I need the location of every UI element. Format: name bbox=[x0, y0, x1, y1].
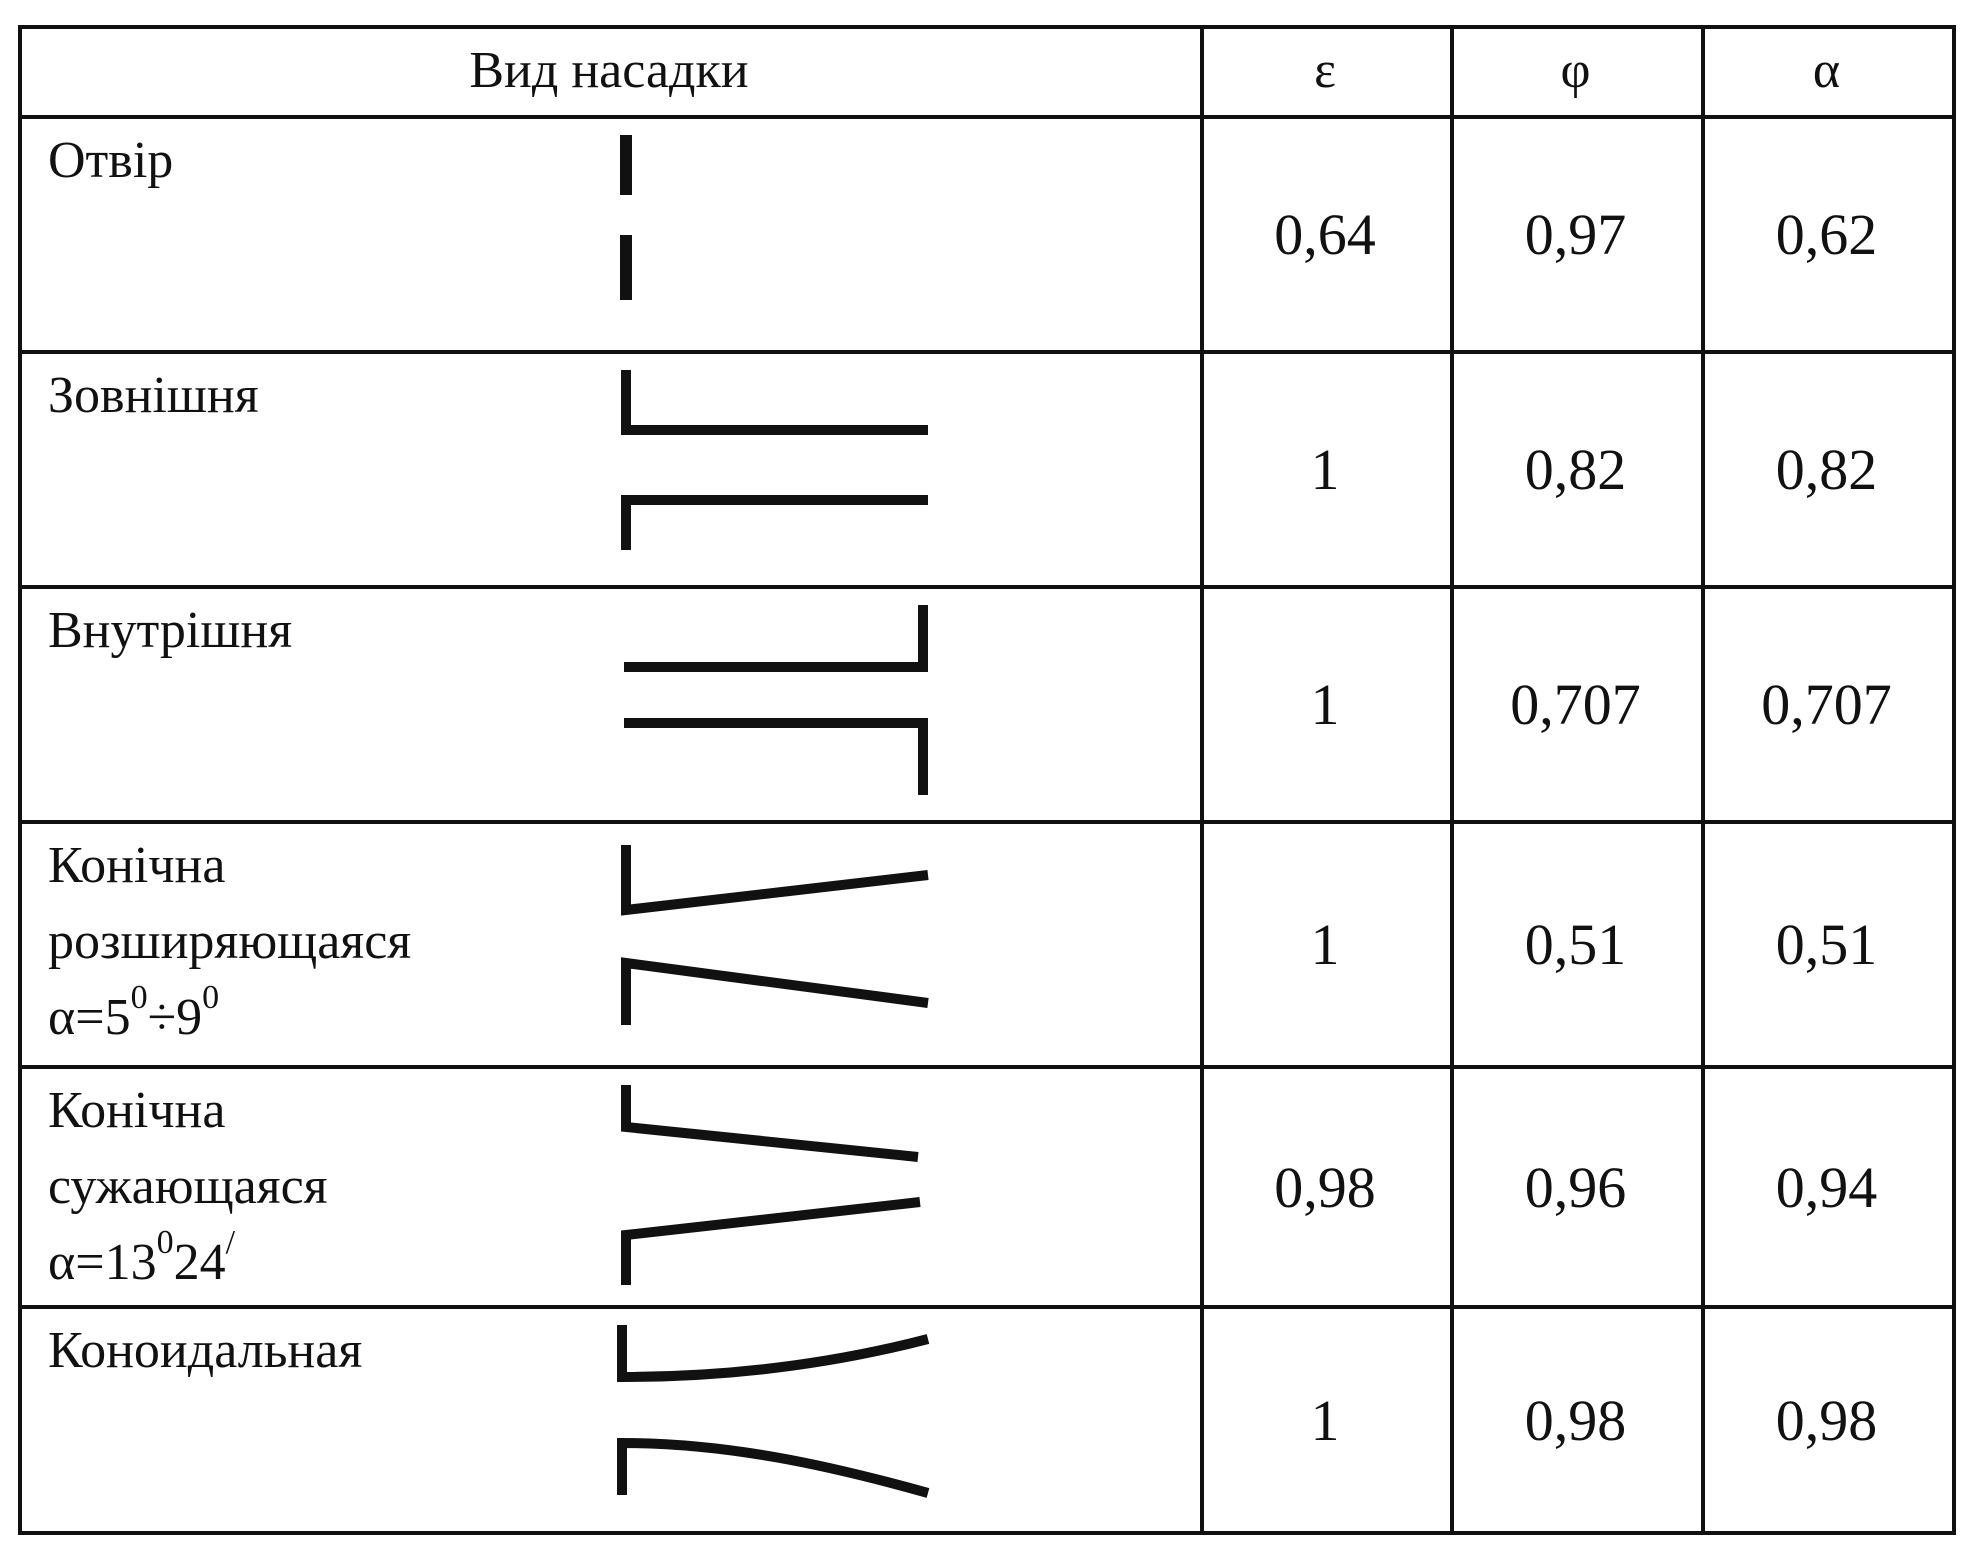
row-diverging-cone-alpha: 0,51 bbox=[1775, 912, 1878, 977]
name-line: Зовнішня bbox=[48, 367, 259, 424]
row-converging-cone-alpha: 0,94 bbox=[1775, 1154, 1878, 1220]
name-line: Отвір bbox=[48, 132, 174, 189]
row-conoidal-epsilon: 1 bbox=[1310, 1387, 1340, 1453]
name-line: сужающаяся bbox=[48, 1158, 328, 1215]
row-internal-epsilon: 1 bbox=[1310, 672, 1340, 737]
table-border-bottom bbox=[18, 1531, 1956, 1535]
table-border-right bbox=[1952, 25, 1956, 1535]
header-alpha: α bbox=[1812, 41, 1841, 99]
row-conoidal-name bbox=[48, 1313, 362, 1389]
row-orifice-phi: 0,97 bbox=[1524, 202, 1627, 267]
header-nozzle-type: Вид насадки bbox=[469, 41, 749, 99]
row-external-epsilon: 1 bbox=[1310, 437, 1340, 502]
row-internal-phi: 0,707 bbox=[1510, 672, 1641, 737]
row-diverging-cone-name bbox=[48, 828, 411, 1056]
nozzle-table bbox=[18, 25, 1956, 1535]
diverging-cone-diagram bbox=[598, 845, 918, 1065]
external-nozzle-diagram bbox=[598, 370, 918, 590]
row-conoidal-phi: 0,98 bbox=[1524, 1387, 1627, 1453]
name-line: Коноидальная bbox=[48, 1322, 363, 1379]
row-orifice-name bbox=[48, 123, 173, 199]
row-external-phi: 0,82 bbox=[1524, 437, 1627, 502]
row-converging-cone-phi: 0,96 bbox=[1524, 1154, 1627, 1220]
converging-cone-diagram bbox=[598, 1085, 918, 1305]
conoidal-nozzle-diagram bbox=[598, 1325, 918, 1525]
row-internal-alpha: 0,707 bbox=[1761, 672, 1892, 737]
row-diverging-cone-epsilon: 1 bbox=[1310, 912, 1340, 977]
name-line: розширяющаяся bbox=[48, 913, 412, 970]
cone-angle: $\alpha=13^024^/$ bbox=[48, 1224, 236, 1291]
table-border-left bbox=[18, 25, 22, 1535]
row-orifice-epsilon: 0,64 bbox=[1274, 202, 1376, 267]
name-line: Внутрішня bbox=[48, 602, 293, 659]
header-phi: φ bbox=[1560, 41, 1591, 99]
cone-angle: $\alpha=5^0\div 9^0$ bbox=[48, 979, 220, 1046]
row-external-alpha: 0,82 bbox=[1775, 437, 1878, 502]
row-conoidal-alpha: 0,98 bbox=[1775, 1387, 1878, 1453]
row-external-name bbox=[48, 358, 259, 434]
row-diverging-cone-phi: 0,51 bbox=[1524, 912, 1627, 977]
row-internal-name bbox=[48, 593, 292, 669]
name-line: Конічна bbox=[48, 837, 226, 894]
internal-nozzle-diagram bbox=[598, 605, 918, 805]
orifice-diagram bbox=[598, 135, 898, 335]
name-line: Конічна bbox=[48, 1082, 226, 1139]
row-orifice-alpha: 0,62 bbox=[1775, 202, 1878, 267]
row-converging-cone-epsilon: 0,98 bbox=[1274, 1154, 1376, 1220]
row-converging-cone-name bbox=[48, 1073, 328, 1301]
header-epsilon: ε bbox=[1314, 41, 1336, 99]
